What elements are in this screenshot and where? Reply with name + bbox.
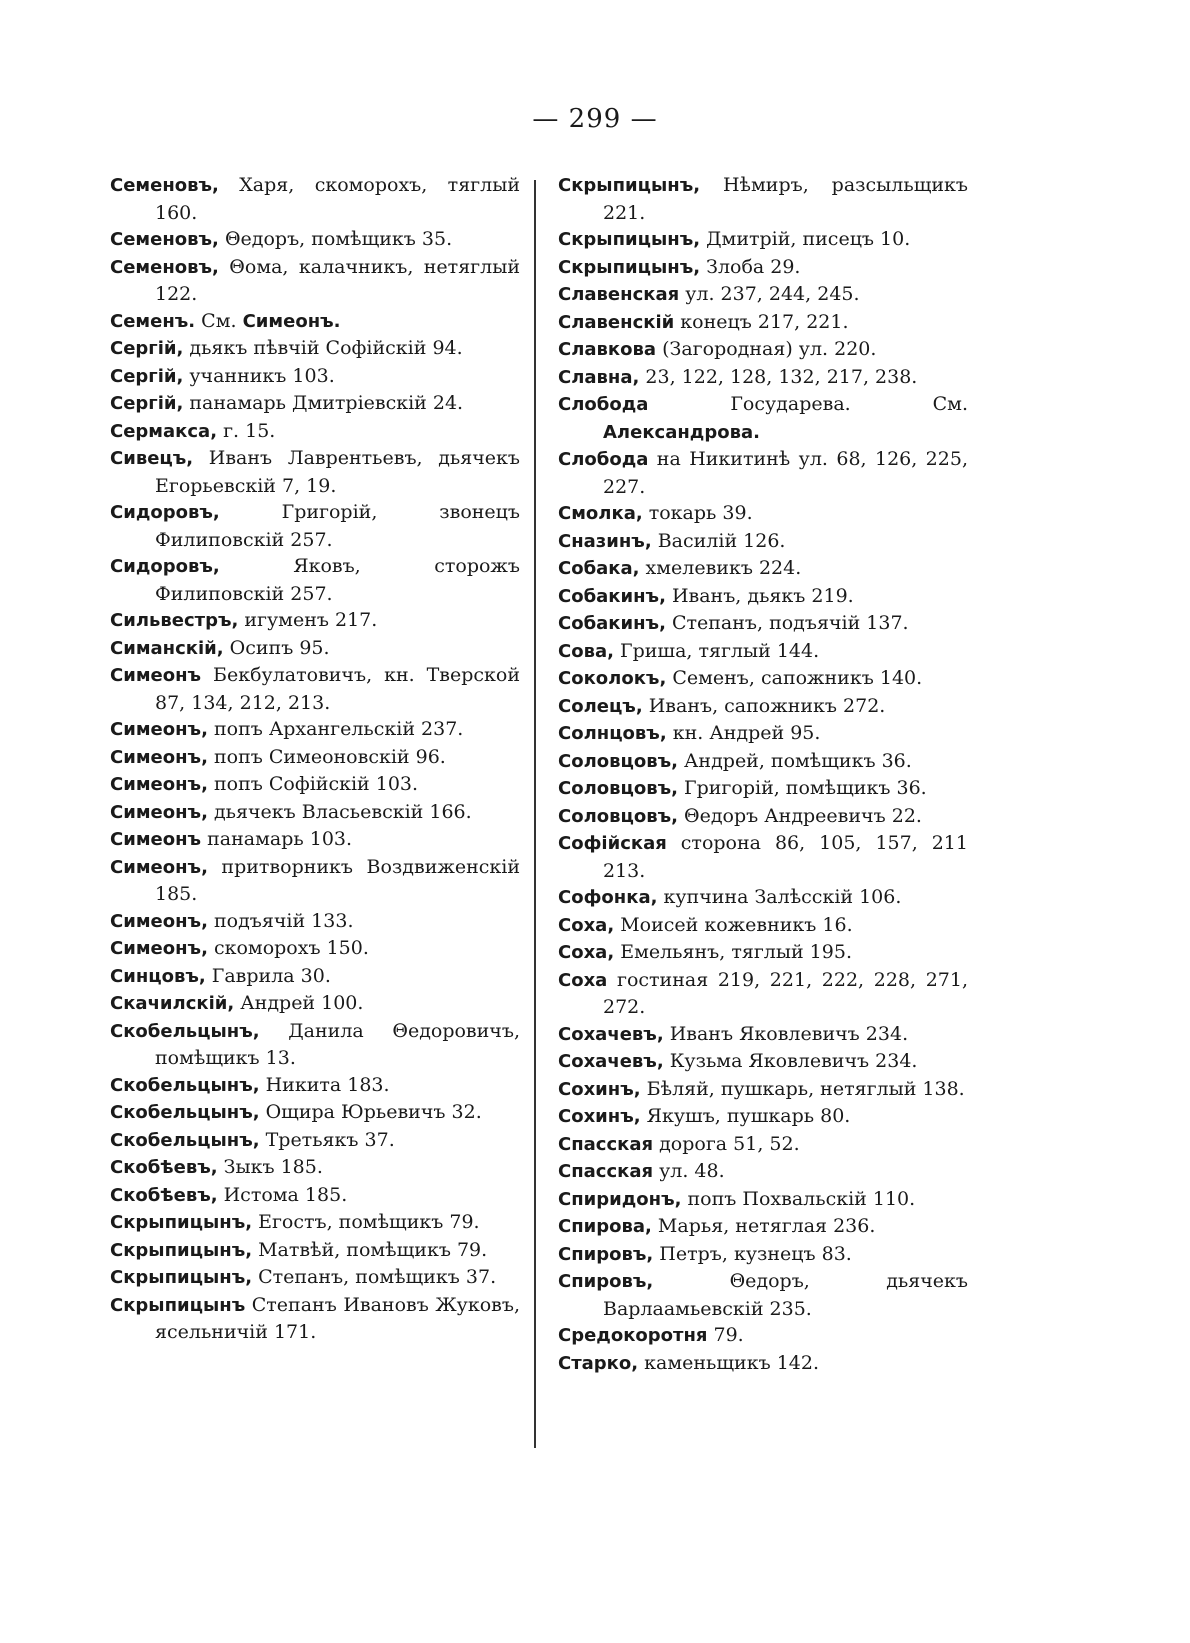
entry-text: скоморохъ 150. <box>207 937 369 959</box>
entry-text: Иванъ, дьякъ 219. <box>665 584 854 607</box>
index-entry <box>558 803 968 831</box>
entry-text: Матвѣй, помѣщикъ 79. <box>252 1238 488 1261</box>
entry-cross-reference: Александрова. <box>603 421 760 443</box>
index-entry <box>558 391 968 446</box>
entry-headword: Славкова <box>558 339 657 360</box>
entry-text: Петръ, кузнецъ 83. <box>653 1242 852 1265</box>
entry-headword: Симеонъ, <box>110 856 208 878</box>
entry-headword: Симеонъ, <box>110 938 208 959</box>
entry-headword: Симеонъ <box>110 665 202 686</box>
index-entry <box>558 500 968 528</box>
index-entry <box>110 226 520 254</box>
entry-text: Степанъ, подъячій 137. <box>665 612 909 634</box>
entry-text: токарь 39. <box>642 502 753 524</box>
entry-headword: Сохачевъ, <box>558 1051 664 1072</box>
entry-headword: Соловцовъ, <box>558 805 678 827</box>
entry-text: ул. 48. <box>653 1160 725 1182</box>
entry-text: (Загородная) ул. 220. <box>656 338 877 360</box>
entry-headword: Сидоровъ, <box>110 502 220 523</box>
entry-headword: Сназинъ, <box>558 530 652 552</box>
index-entry <box>558 967 968 1021</box>
entry-headword: Славна, <box>558 366 640 388</box>
entry-text: игуменъ 217. <box>238 609 378 631</box>
entry-headword: Спировъ, <box>558 1271 654 1292</box>
entry-headword: Соха, <box>558 914 615 936</box>
entry-text: попъ Архангельскій 237. <box>207 718 464 740</box>
index-entry <box>110 1237 520 1265</box>
index-entry <box>110 1292 520 1346</box>
entry-text: Кузьма Яковлевичъ 234. <box>663 1050 918 1072</box>
index-entry <box>110 716 520 744</box>
entry-text: хмелевикъ 224. <box>639 557 802 579</box>
entry-text: Егостъ, помѣщикъ 79. <box>252 1211 480 1233</box>
entry-text: 79. <box>707 1324 744 1346</box>
index-entry <box>110 445 520 499</box>
entry-text: Бекбулатовичъ, кн. Тверской 87, 134, 212, 213. <box>155 664 520 714</box>
index-entry <box>110 799 520 827</box>
entry-headword: Сохинъ, <box>558 1106 641 1127</box>
index-entry <box>110 662 520 716</box>
index-entry <box>110 1182 520 1210</box>
entry-headword: Скрыпицынъ <box>110 1294 246 1316</box>
entry-headword: Спасская <box>558 1133 654 1155</box>
index-entry <box>558 1076 968 1104</box>
entry-headword: Сергій, <box>110 338 184 359</box>
index-entry <box>110 771 520 799</box>
entry-headword: Скобѣевъ, <box>110 1184 218 1206</box>
entry-text: Дмитрій, писецъ 10. <box>700 228 911 250</box>
entry-text: Иванъ Яковлевичъ 234. <box>663 1022 909 1045</box>
entry-text: Яковъ, сторожъ Филиповскій 257. <box>155 555 520 605</box>
entry-text: Василій 126. <box>651 529 786 552</box>
entry-text: попъ Софійскій 103. <box>207 773 419 795</box>
entry-text: учанникъ 103. <box>183 364 335 387</box>
index-entry <box>558 281 968 309</box>
entry-headword: Солецъ, <box>558 695 643 717</box>
entry-text: Григорій, помѣщикъ 36. <box>677 777 927 799</box>
entry-text: Θедоръ, помѣщикъ 35. <box>218 228 453 250</box>
entry-headword: Симеонъ, <box>110 774 208 795</box>
index-entry <box>110 390 520 418</box>
entry-text: попъ Похвальскій 110. <box>681 1187 916 1210</box>
entry-headword: Сергій, <box>110 393 184 414</box>
entry-headword: Соха, <box>558 942 615 963</box>
entry-headword: Скобѣевъ, <box>110 1157 218 1178</box>
entry-headword: Семеновъ, <box>110 229 219 250</box>
entry-headword: Скобельцынъ, <box>110 1129 260 1151</box>
entry-text: Зыкъ 185. <box>217 1156 323 1178</box>
entry-headword: Семеновъ, <box>110 256 219 278</box>
entry-text: каменьщикъ 142. <box>638 1351 820 1374</box>
entry-headword: Симеонъ, <box>110 746 208 768</box>
index-entry <box>110 418 520 446</box>
entry-cross-reference: Симеонъ. <box>242 310 341 332</box>
index-entry <box>558 1021 968 1049</box>
entry-text: Иванъ, сапожникъ 272. <box>642 694 886 717</box>
entry-text: Никита 183. <box>259 1073 390 1096</box>
index-entry <box>110 335 520 363</box>
entry-headword: Софійская <box>558 833 667 854</box>
entry-headword: Симеонъ, <box>110 910 208 932</box>
index-entry <box>558 583 968 611</box>
index-entry <box>110 1018 520 1072</box>
index-entry <box>558 775 968 803</box>
entry-headword: Сергій, <box>110 365 184 387</box>
entry-headword: Симеонъ, <box>110 719 208 740</box>
entry-headword: Солнцовъ, <box>558 723 667 744</box>
index-entry <box>558 528 968 556</box>
entry-headword: Собакинъ, <box>558 585 666 607</box>
entry-text: гостиная 219, 221, 222, 228, 271, 272. <box>603 968 968 1018</box>
index-entry <box>558 610 968 638</box>
index-entry <box>558 172 968 226</box>
entry-headword: Скрыпицынъ, <box>110 1267 253 1288</box>
entry-text: панамарь 103. <box>201 828 353 850</box>
entry-text: Данила Θедоровичъ, помѣщикъ 13. <box>155 1019 520 1069</box>
entry-headword: Соха <box>558 969 608 991</box>
entry-headword: Соловцовъ, <box>558 778 678 799</box>
entry-text: сторона 86, 105, 157, 211 213. <box>603 832 968 882</box>
index-entry <box>558 254 968 282</box>
index-entry <box>110 963 520 991</box>
entry-headword: Семеновъ, <box>110 175 219 196</box>
entry-text: Семенъ, сапожникъ 140. <box>666 667 923 689</box>
index-entry <box>558 912 968 940</box>
index-entry <box>558 830 968 884</box>
entry-text: конецъ 217, 221. <box>674 310 849 333</box>
entry-text: Злоба 29. <box>700 255 801 278</box>
entry-headword: Скрыпицынъ, <box>558 256 701 278</box>
entry-text: Осипъ 95. <box>223 636 330 659</box>
left-column <box>110 172 520 1346</box>
entry-headword: Скобельцынъ, <box>110 1020 260 1042</box>
entry-headword: Сохачевъ, <box>558 1023 664 1045</box>
entry-headword: Симеонъ, <box>110 801 208 823</box>
entry-text: притворникъ Воздвиженскій 185. <box>155 855 520 905</box>
entry-headword: Скрыпицынъ, <box>558 175 701 196</box>
index-entry <box>110 1154 520 1182</box>
column-divider <box>534 180 536 1448</box>
entry-text: Степанъ Ивановъ Жуковъ, ясельничій 171. <box>155 1293 520 1343</box>
entry-headword: Симеонъ <box>110 829 202 850</box>
index-entry <box>110 935 520 963</box>
entry-text: Гаврила 30. <box>205 964 331 987</box>
index-entry <box>558 638 968 666</box>
index-entry <box>110 1099 520 1127</box>
index-entry <box>110 1072 520 1100</box>
index-entry <box>110 854 520 908</box>
index-entry <box>558 1350 968 1378</box>
entry-headword: Средокоротня <box>558 1325 708 1346</box>
index-entry <box>110 1264 520 1292</box>
index-entry <box>558 720 968 748</box>
entry-text: Харя, скоморохъ, тяглый 160. <box>155 174 520 224</box>
index-entry <box>558 1131 968 1159</box>
entry-headword: Сильвестръ, <box>110 610 239 631</box>
index-entry <box>558 1213 968 1241</box>
entry-text: Моисей кожевникъ 16. <box>614 913 853 936</box>
entry-text: подъячій 133. <box>207 909 354 932</box>
index-entry <box>558 884 968 912</box>
entry-headword: Славенская <box>558 284 680 305</box>
index-entry <box>558 939 968 967</box>
entry-text: Марья, нетяглая 236. <box>651 1215 876 1237</box>
entry-headword: Скрыпицынъ, <box>558 229 701 250</box>
entry-headword: Спирова, <box>558 1216 652 1237</box>
entry-headword: Скрыпицынъ, <box>110 1212 253 1233</box>
index-entry <box>558 1241 968 1269</box>
entry-headword: Сохинъ, <box>558 1078 641 1100</box>
index-entry <box>110 1127 520 1155</box>
entry-text: панамарь Дмитріевскій 24. <box>183 392 464 414</box>
entry-headword: Скобельцынъ, <box>110 1074 260 1096</box>
entry-headword: Смолка, <box>558 503 643 524</box>
index-entry <box>558 1268 968 1322</box>
entry-headword: Семенъ. <box>110 310 196 332</box>
index-entry <box>110 908 520 936</box>
entry-text: Истома 185. <box>217 1183 348 1206</box>
index-entry <box>110 607 520 635</box>
entry-headword: Славенскій <box>558 311 675 333</box>
entry-headword: Синцовъ, <box>110 965 206 987</box>
entry-text: Андрей 100. <box>234 992 364 1014</box>
index-entry <box>558 1158 968 1186</box>
entry-headword: Скобельцынъ, <box>110 1102 260 1123</box>
entry-text: Бѣляй, пушкарь, нетяглый 138. <box>640 1077 965 1100</box>
entry-text: См. <box>195 309 243 332</box>
index-entry <box>558 336 968 364</box>
entry-text: попъ Симеоновскій 96. <box>207 745 446 768</box>
index-entry <box>558 748 968 776</box>
entry-text: Третьякъ 37. <box>259 1128 395 1151</box>
entry-text: Емельянъ, тяглый 195. <box>614 941 852 963</box>
index-entry <box>558 309 968 337</box>
index-entry <box>558 1186 968 1214</box>
index-entry <box>558 364 968 392</box>
entry-text: Степанъ, помѣщикъ 37. <box>252 1266 497 1288</box>
index-entry <box>558 226 968 254</box>
entry-text: Нѣмиръ, разсыльщикъ 221. <box>603 174 968 224</box>
entry-text: ул. 237, 244, 245. <box>679 283 860 305</box>
entry-text: г. 15. <box>217 419 276 442</box>
index-entry <box>110 254 520 308</box>
index-entry <box>558 1322 968 1350</box>
entry-text: 23, 122, 128, 132, 217, 238. <box>639 365 918 388</box>
index-entry <box>110 553 520 607</box>
index-entry <box>110 172 520 226</box>
entry-text: Θедоръ, дьячекъ Варлаамьевскій 235. <box>603 1270 968 1320</box>
index-entry <box>110 363 520 391</box>
entry-text: Якушъ, пушкарь 80. <box>640 1105 851 1127</box>
index-entry <box>558 446 968 500</box>
entry-text: купчина Залѣсскій 106. <box>657 886 902 908</box>
entry-headword: Слобода <box>558 394 649 415</box>
index-entry <box>110 744 520 772</box>
entry-headword: Скрыпицынъ, <box>110 1239 253 1261</box>
entry-text: Гриша, тяглый 144. <box>613 639 820 662</box>
entry-headword: Сова, <box>558 640 614 662</box>
entry-text: дьякъ пѣвчій Софійскій 94. <box>183 337 463 359</box>
entry-text: Ощира Юрьевичъ 32. <box>259 1101 482 1123</box>
page-number: — 299 — <box>532 104 658 134</box>
entry-headword: Слобода <box>558 449 649 470</box>
index-entry <box>110 308 520 336</box>
entry-headword: Спиридонъ, <box>558 1188 682 1210</box>
entry-text: Государева. См. <box>648 393 968 415</box>
index-entry <box>558 693 968 721</box>
entry-text: Григорій, звонецъ Филиповскій 257. <box>155 501 520 551</box>
entry-text: кн. Андрей 95. <box>666 722 821 744</box>
index-entry <box>558 555 968 583</box>
index-entry <box>110 1209 520 1237</box>
entry-text: дорога 51, 52. <box>653 1132 800 1155</box>
right-column <box>558 172 968 1377</box>
index-entry <box>110 499 520 553</box>
entry-headword: Скачилскій, <box>110 993 235 1014</box>
index-entry <box>110 826 520 854</box>
entry-headword: Соловцовъ, <box>558 750 678 772</box>
entry-headword: Спировъ, <box>558 1243 654 1265</box>
entry-headword: Соколокъ, <box>558 668 667 689</box>
index-entry <box>558 1048 968 1076</box>
entry-headword: Симанскій, <box>110 637 224 659</box>
index-entry <box>110 635 520 663</box>
entry-headword: Спасская <box>558 1161 654 1182</box>
index-entry <box>558 1103 968 1131</box>
entry-headword: Собакинъ, <box>558 613 666 634</box>
entry-text: на Никитинѣ ул. 68, 126, 225, 227. <box>603 448 968 498</box>
entry-text: дьячекъ Власьевскій 166. <box>207 800 472 823</box>
entry-headword: Сермакса, <box>110 420 218 442</box>
index-entry <box>110 990 520 1018</box>
entry-text: Иванъ Лаврентьевъ, дьячекъ Егорьевскій 7, 19. <box>155 447 520 497</box>
entry-headword: Софонка, <box>558 887 658 908</box>
entry-headword: Сидоровъ, <box>110 556 220 577</box>
entry-headword: Сивецъ, <box>110 448 194 469</box>
entry-text: Θедоръ Андреевичъ 22. <box>677 804 922 827</box>
entry-text: Θома, калачникъ, нетяглый 122. <box>155 255 520 305</box>
entry-headword: Старко, <box>558 1352 639 1374</box>
index-entry <box>558 665 968 693</box>
entry-text: Андрей, помѣщикъ 36. <box>677 749 912 772</box>
entry-headword: Собака, <box>558 558 640 579</box>
